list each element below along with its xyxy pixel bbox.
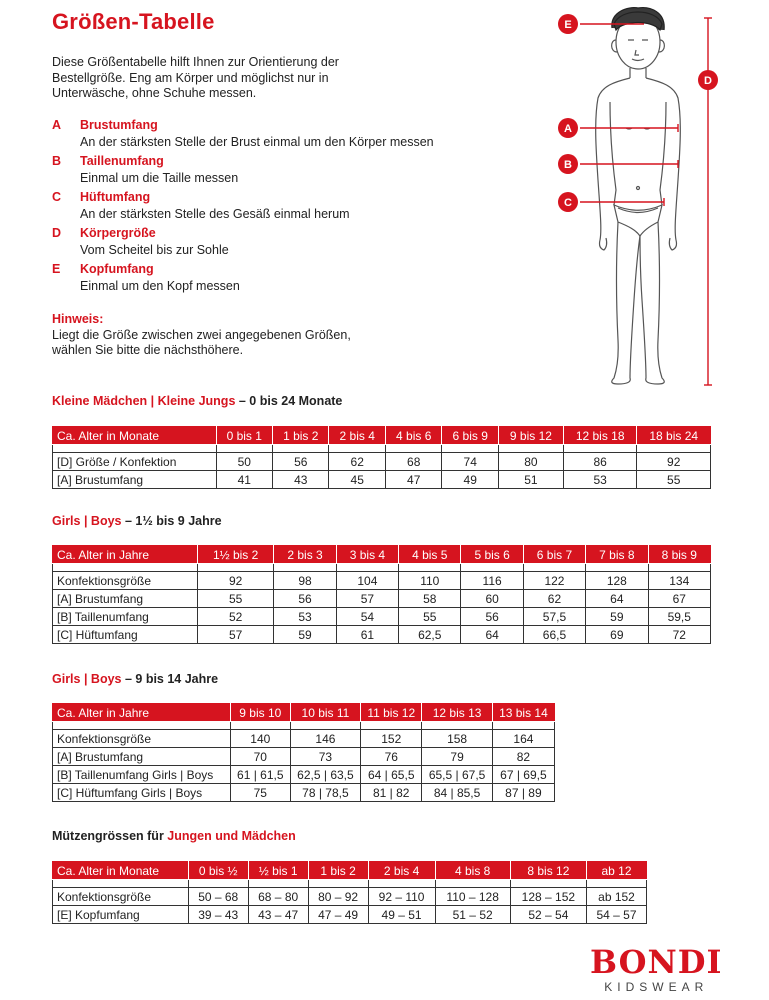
table-cell: 55 <box>637 471 711 489</box>
measurement-name: Körpergröße <box>80 226 156 240</box>
header-cell: 11 bis 12 <box>361 704 422 722</box>
header-cell: 4 bis 8 <box>435 862 510 880</box>
header-cell: 8 bis 12 <box>510 862 586 880</box>
table-cell: 62,5 <box>399 626 461 644</box>
table-cell: 64 <box>461 626 523 644</box>
table-cell: 61 <box>336 626 398 644</box>
table-cell: 68 <box>385 453 441 471</box>
table-row <box>53 766 555 784</box>
header-cell: 12 bis 13 <box>422 704 493 722</box>
table-cell: 57 <box>336 590 398 608</box>
header-cell: ½ bis 1 <box>248 862 308 880</box>
measurement-desc: Vom Scheitel bis zur Sohle <box>80 243 229 257</box>
table-cell: 60 <box>461 590 523 608</box>
table-cell: 57,5 <box>523 608 585 626</box>
header-cell: 10 bis 11 <box>290 704 361 722</box>
table-header-row <box>53 704 555 722</box>
marker-label-c: C <box>564 197 572 209</box>
table-cell: 92 <box>197 572 273 590</box>
table-cell: 152 <box>361 730 422 748</box>
table-header-row <box>53 862 647 880</box>
child-figure-illustration <box>540 0 740 395</box>
hint-text: Liegt die Größe zwischen zwei angegebenen Größen, wählen Sie bitte die nächsthöhere. <box>52 327 351 357</box>
table-header-row <box>53 427 711 445</box>
row-label-cell: [C] Hüftumfang Girls | Boys <box>53 784 231 802</box>
table-cell: 146 <box>290 730 361 748</box>
table-cell: 80 <box>498 453 563 471</box>
row-label-cell: [B] Taillenumfang <box>53 608 198 626</box>
measurement-letter: A <box>52 118 62 132</box>
table-cell: 62 <box>523 590 585 608</box>
table-cell: 86 <box>563 453 636 471</box>
measurement-item <box>52 154 452 190</box>
header-cell: 3 bis 4 <box>336 546 398 564</box>
header-label-cell: Ca. Alter in Monate <box>53 427 217 445</box>
measurement-desc: An der stärksten Stelle des Gesäß einmal herum <box>80 207 350 221</box>
table-cell: 45 <box>329 471 385 489</box>
table-row <box>53 626 711 644</box>
table-cell: 54 <box>336 608 398 626</box>
table-cell: 81 | 82 <box>361 784 422 802</box>
row-label-cell: Konfektionsgröße <box>53 572 198 590</box>
table-cell: 47 <box>385 471 441 489</box>
hint-box <box>52 312 382 359</box>
table-row <box>53 748 555 766</box>
table-cell: 87 | 89 <box>492 784 554 802</box>
table-cell: 43 – 47 <box>248 906 308 924</box>
table-cell: 49 – 51 <box>368 906 435 924</box>
intro-text: Diese Größentabelle hilft Ihnen zur Orientierung der Bestellgröße. Eng am Körper und möglichst nur in Unterwäsche, ohne Schuhe messen. <box>52 55 339 100</box>
table-cell: 67 <box>648 590 710 608</box>
table-cell: 158 <box>422 730 493 748</box>
measurement-letter: D <box>52 226 62 240</box>
measurement-item <box>52 190 452 226</box>
table-cell: 39 – 43 <box>188 906 248 924</box>
table-cell: 64 <box>586 590 648 608</box>
header-cell: 0 bis 1 <box>216 427 272 445</box>
measurement-name: Hüftumfang <box>80 190 151 204</box>
table-cell: 110 – 128 <box>435 888 510 906</box>
table-cell: 62,5 | 63,5 <box>290 766 361 784</box>
header-cell: 4 bis 5 <box>399 546 461 564</box>
table-cell: 53 <box>563 471 636 489</box>
table-cell: 69 <box>586 626 648 644</box>
header-cell: 9 bis 10 <box>230 704 290 722</box>
row-label-cell: [E] Kopfumfang <box>53 906 189 924</box>
table-cell: 104 <box>336 572 398 590</box>
header-cell: 7 bis 8 <box>586 546 648 564</box>
table-cell: 53 <box>274 608 336 626</box>
table-cell: 52 – 54 <box>510 906 586 924</box>
header-cell: 6 bis 7 <box>523 546 585 564</box>
measurement-name: Kopfumfang <box>80 262 154 276</box>
row-label-cell: [C] Hüftumfang <box>53 626 198 644</box>
table-cell: 68 – 80 <box>248 888 308 906</box>
header-cell: 1½ bis 2 <box>197 546 273 564</box>
table-cell: 64 | 65,5 <box>361 766 422 784</box>
table-cell: 84 | 85,5 <box>422 784 493 802</box>
row-label-cell: [A] Brustumfang <box>53 471 217 489</box>
measurement-list <box>52 118 452 298</box>
header-label-cell: Ca. Alter in Monate <box>53 862 189 880</box>
table-cell: 59,5 <box>648 608 710 626</box>
table-cell: 92 <box>637 453 711 471</box>
table-cell: 92 – 110 <box>368 888 435 906</box>
table-row <box>53 453 711 471</box>
measurement-desc: Einmal um den Kopf messen <box>80 279 240 293</box>
marker-label-d: D <box>704 75 712 87</box>
size-table-teens <box>52 703 555 802</box>
table-cell: 59 <box>274 626 336 644</box>
table-cell: 98 <box>274 572 336 590</box>
header-cell: ab 12 <box>586 862 646 880</box>
table-cell: 128 – 152 <box>510 888 586 906</box>
table-cell: 74 <box>442 453 498 471</box>
table-cell: 47 – 49 <box>308 906 368 924</box>
table-cell: 134 <box>648 572 710 590</box>
table-row <box>53 888 647 906</box>
header-cell: 8 bis 9 <box>648 546 710 564</box>
page-title: Größen-Tabelle <box>52 9 215 34</box>
measurement-desc: An der stärksten Stelle der Brust einmal um den Körper messen <box>80 135 434 149</box>
table-cell: 56 <box>274 590 336 608</box>
table-cell: 54 – 57 <box>586 906 646 924</box>
section-title-teens: Girls | Boys – 9 bis 14 Jahre <box>52 672 219 686</box>
table-spacer-row <box>53 445 711 453</box>
measurement-name: Taillenumfang <box>80 154 164 168</box>
measurement-letter: C <box>52 190 62 204</box>
table-cell: 50 – 68 <box>188 888 248 906</box>
header-cell: 1 bis 2 <box>273 427 329 445</box>
header-cell: 13 bis 14 <box>492 704 554 722</box>
marker-label-b: B <box>564 159 572 171</box>
measurement-item <box>52 118 452 154</box>
header-cell: 2 bis 4 <box>368 862 435 880</box>
table-cell: 122 <box>523 572 585 590</box>
header-cell: 6 bis 9 <box>442 427 498 445</box>
table-row <box>53 730 555 748</box>
table-row <box>53 572 711 590</box>
measurement-name: Brustumfang <box>80 118 158 132</box>
measurement-letter: B <box>52 154 62 168</box>
table-header-row <box>53 546 711 564</box>
header-cell: 4 bis 6 <box>385 427 441 445</box>
measurement-item <box>52 226 452 262</box>
marker-label-e: E <box>564 19 572 31</box>
row-label-cell: Konfektionsgröße <box>53 730 231 748</box>
table-cell: 49 <box>442 471 498 489</box>
table-cell: 59 <box>586 608 648 626</box>
row-label-cell: [B] Taillenumfang Girls | Boys <box>53 766 231 784</box>
table-cell: 110 <box>399 572 461 590</box>
table-cell: 116 <box>461 572 523 590</box>
header-cell: 0 bis ½ <box>188 862 248 880</box>
size-table-kids <box>52 545 711 644</box>
header-label-cell: Ca. Alter in Jahre <box>53 546 198 564</box>
table-row <box>53 608 711 626</box>
table-row <box>53 471 711 489</box>
row-label-cell: [A] Brustumfang <box>53 590 198 608</box>
table-cell: 58 <box>399 590 461 608</box>
brand-logo <box>590 943 723 994</box>
table-cell: 52 <box>197 608 273 626</box>
header-cell: 18 bis 24 <box>637 427 711 445</box>
table-cell: 128 <box>586 572 648 590</box>
table-cell: 43 <box>273 471 329 489</box>
table-cell: 67 | 69,5 <box>492 766 554 784</box>
table-cell: 56 <box>461 608 523 626</box>
logo-sub: KIDSWEAR <box>604 980 709 994</box>
marker-label-a: A <box>564 123 572 135</box>
header-cell: 2 bis 3 <box>274 546 336 564</box>
table-row <box>53 784 555 802</box>
measurement-item <box>52 262 452 298</box>
table-cell: 164 <box>492 730 554 748</box>
table-cell: 79 <box>422 748 493 766</box>
table-cell: 66,5 <box>523 626 585 644</box>
hint-heading: Hinweis: <box>52 312 104 326</box>
table-cell: 56 <box>273 453 329 471</box>
table-cell: 61 | 61,5 <box>230 766 290 784</box>
table-cell: 57 <box>197 626 273 644</box>
table-spacer-row <box>53 722 555 730</box>
row-label-cell: Konfektionsgröße <box>53 888 189 906</box>
header-cell: 9 bis 12 <box>498 427 563 445</box>
table-cell: 65,5 | 67,5 <box>422 766 493 784</box>
logo-main: BONDI <box>590 943 723 981</box>
table-cell: 76 <box>361 748 422 766</box>
section-title-hats: Mützengrössen für Jungen und Mädchen <box>52 829 296 843</box>
table-cell: 55 <box>197 590 273 608</box>
header-cell: 5 bis 6 <box>461 546 523 564</box>
table-row <box>53 590 711 608</box>
header-label-cell: Ca. Alter in Jahre <box>53 704 231 722</box>
size-table-hats <box>52 861 647 924</box>
table-cell: 80 – 92 <box>308 888 368 906</box>
table-cell: 55 <box>399 608 461 626</box>
row-label-cell: [A] Brustumfang <box>53 748 231 766</box>
table-cell: 62 <box>329 453 385 471</box>
row-label-cell: [D] Größe / Konfektion <box>53 453 217 471</box>
table-cell: 72 <box>648 626 710 644</box>
measurement-desc: Einmal um die Taille messen <box>80 171 239 185</box>
table-cell: 41 <box>216 471 272 489</box>
table-spacer-row <box>53 564 711 572</box>
table-cell: 75 <box>230 784 290 802</box>
section-title-kids: Girls | Boys – 1½ bis 9 Jahre <box>52 514 222 528</box>
table-cell: 51 <box>498 471 563 489</box>
header-cell: 12 bis 18 <box>563 427 636 445</box>
table-cell: 50 <box>216 453 272 471</box>
table-spacer-row <box>53 880 647 888</box>
table-cell: 70 <box>230 748 290 766</box>
section-title-baby: Kleine Mädchen | Kleine Jungs – 0 bis 24 Monate <box>52 394 343 408</box>
header-cell: 2 bis 4 <box>329 427 385 445</box>
table-cell: 82 <box>492 748 554 766</box>
header-cell: 1 bis 2 <box>308 862 368 880</box>
measurement-letter: E <box>52 262 61 276</box>
table-cell: 140 <box>230 730 290 748</box>
table-cell: 78 | 78,5 <box>290 784 361 802</box>
table-row <box>53 906 647 924</box>
size-table-baby <box>52 426 711 489</box>
table-cell: 73 <box>290 748 361 766</box>
table-cell: 51 – 52 <box>435 906 510 924</box>
table-cell: ab 152 <box>586 888 646 906</box>
